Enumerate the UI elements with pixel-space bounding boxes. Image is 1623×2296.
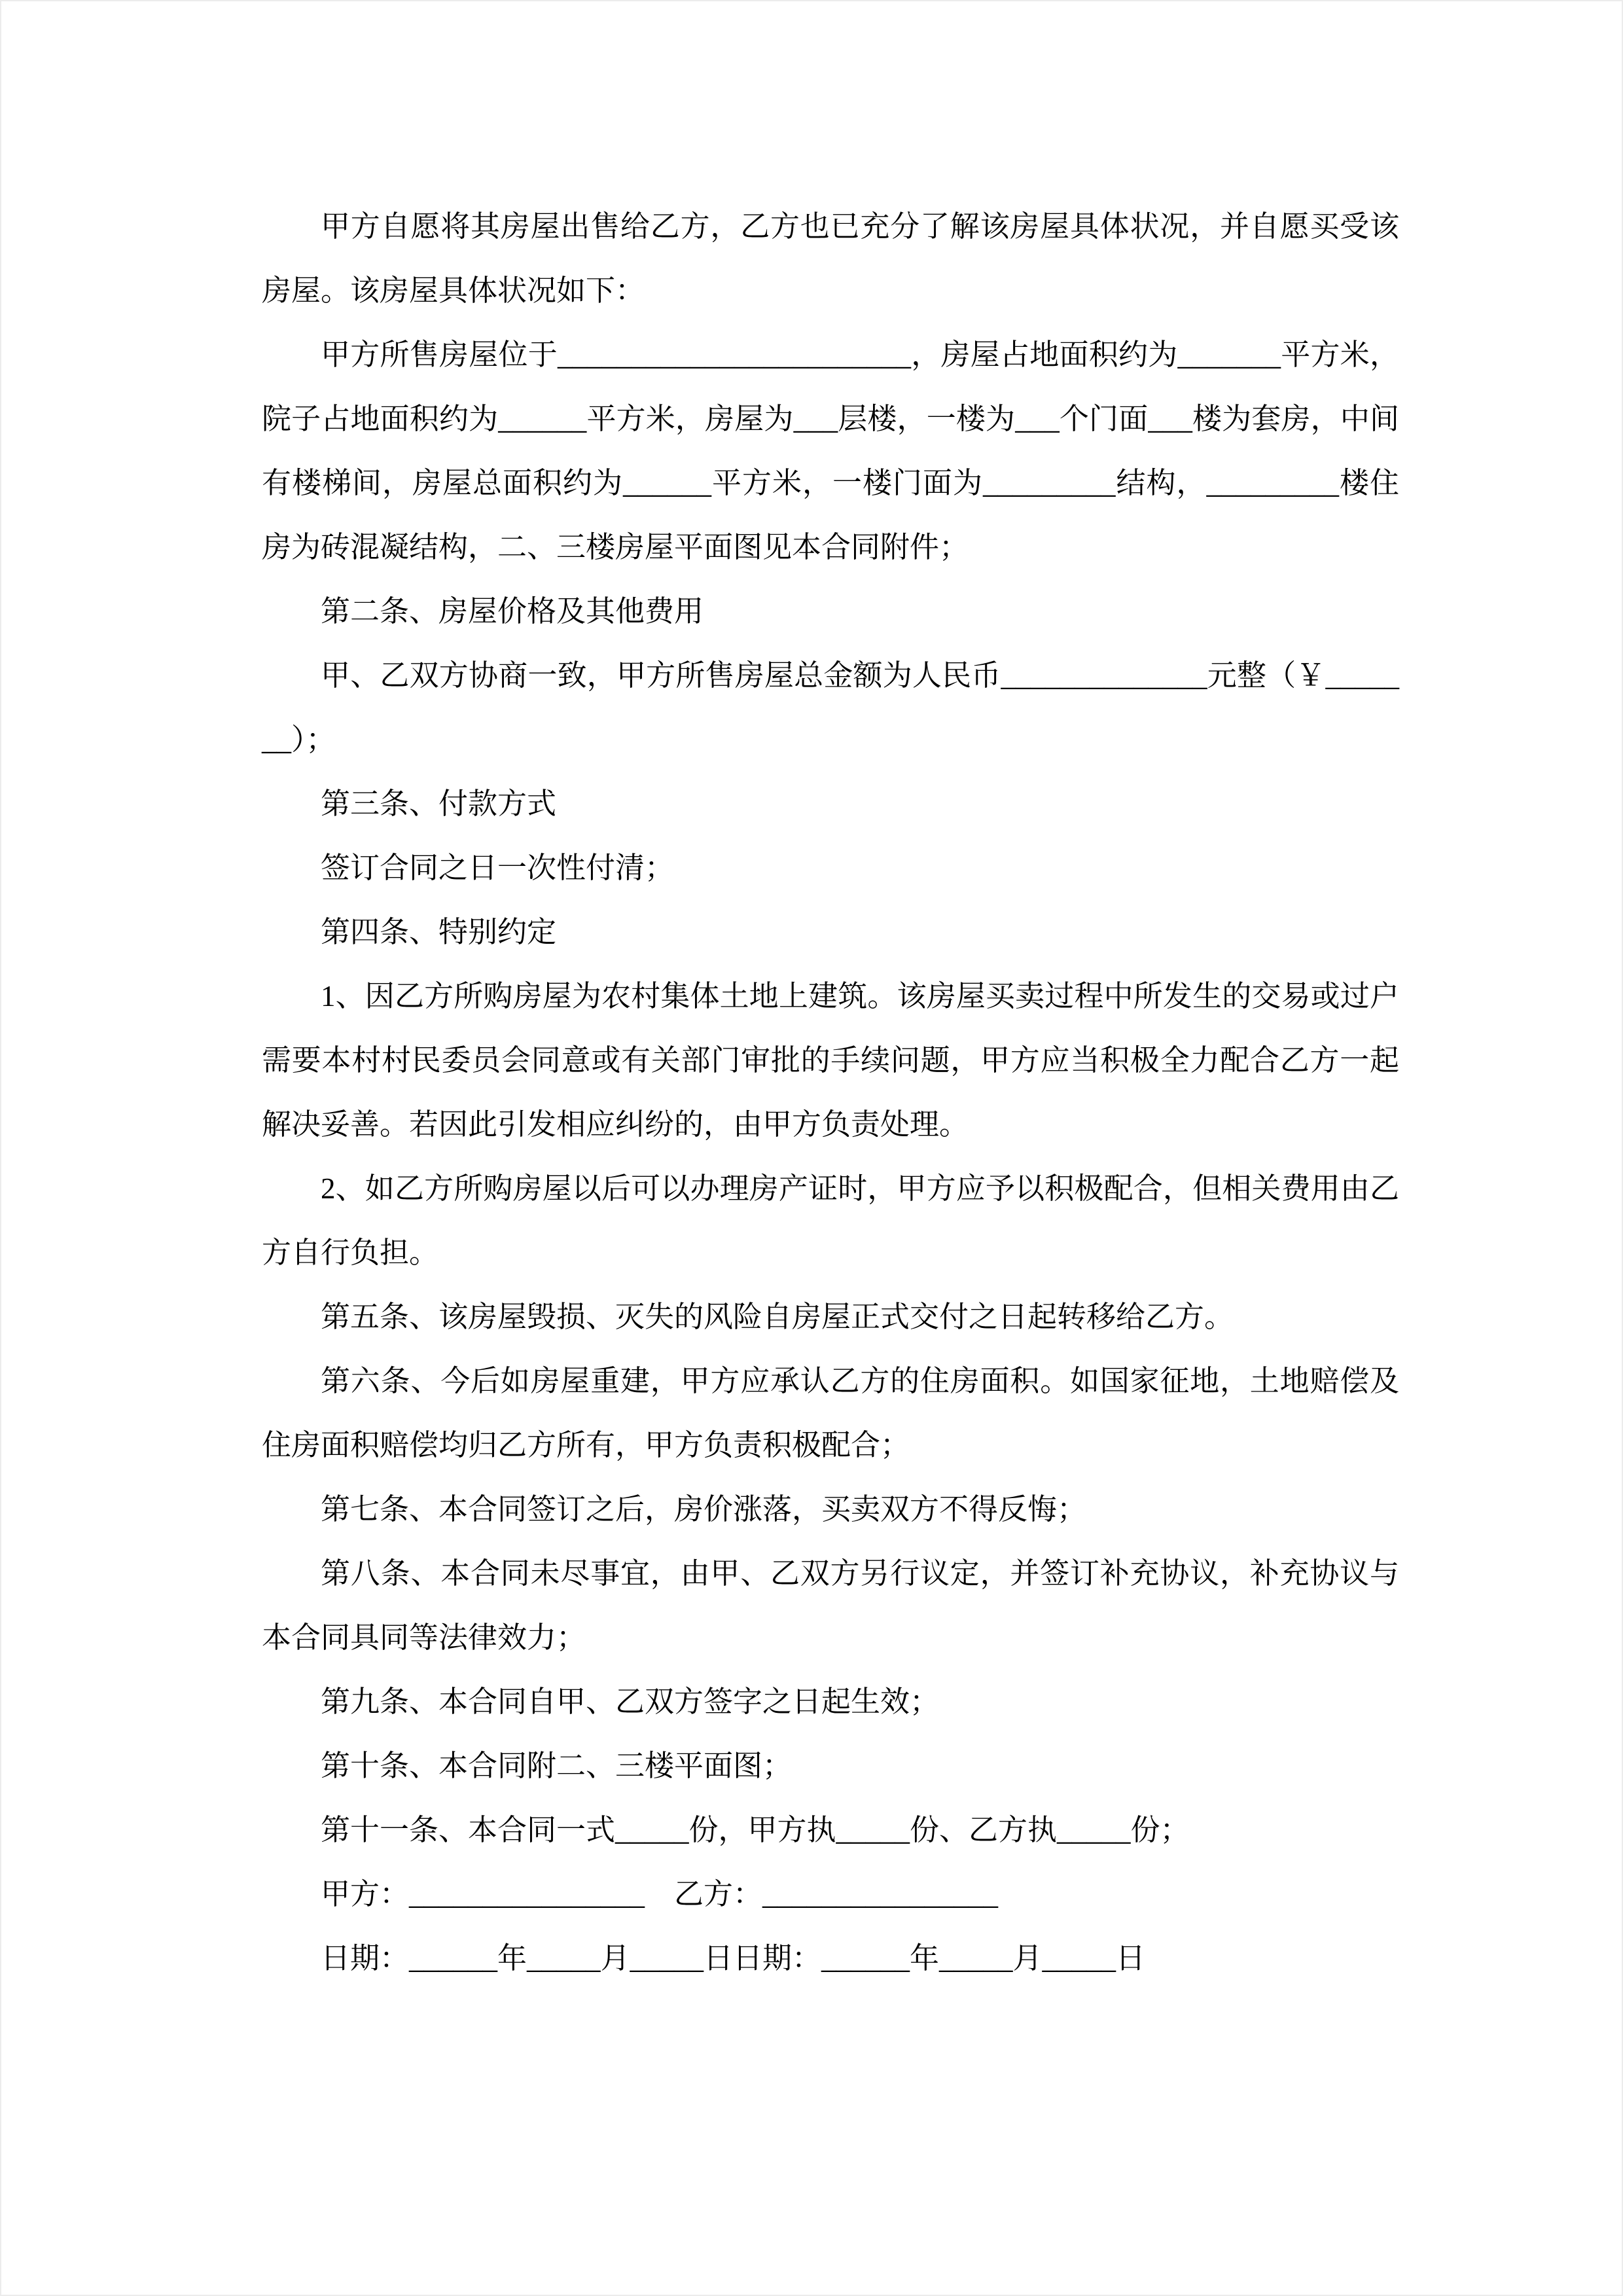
contract-paragraph-8: 1、因乙方所购房屋为农村集体土地上建筑。该房屋买卖过程中所发生的交易或过户需要本村村民委员会同意或有关部门审批的手续问题，甲方应当积极全力配合乙方一起解决妥善。若因此引发相应纠纷的，由甲方负责处理。 xyxy=(262,980,1399,1141)
contract-paragraph-13: 第八条、本合同未尽事宜，由甲、乙双方另行议定，并签订补充协议，补充协议与本合同具同等法律效力； xyxy=(262,1557,1399,1654)
contract-paragraph-4: 甲、乙双方协商一致，甲方所售房屋总金额为人民币______________元整（￥_______）； xyxy=(262,659,1399,756)
contract-paragraph-14: 第九条、本合同自甲、乙双方签字之日起生效； xyxy=(321,1685,940,1718)
contract-paragraph-2: 甲方所售房屋位于________________________，房屋占地面积约为_______平方米，院子占地面积约为______平方米，房屋为___层楼，一楼为___个门面___楼为套房，中间有楼梯间，房屋总面积约为______平方米，一楼门面为_________结构，_________楼住房为砖混凝结构，二、三楼房屋平面图见本合同附件； xyxy=(262,338,1399,564)
contract-paragraph-7: 第四条、特别约定 xyxy=(321,916,557,948)
contract-body xyxy=(262,194,1399,1990)
contract-paragraph-5: 第三条、付款方式 xyxy=(321,787,557,820)
contract-paragraph-18: 日期：______年_____月_____日日期：______年_____月_____日 xyxy=(321,1942,1146,1975)
contract-paragraph-15: 第十条、本合同附二、三楼平面图； xyxy=(321,1749,793,1782)
contract-paragraph-9: 2、如乙方所购房屋以后可以办理房产证时，甲方应予以积极配合，但相关费用由乙方自行负担。 xyxy=(262,1172,1399,1269)
contract-paragraph-17: 甲方：________________ 乙方：________________ xyxy=(321,1878,999,1910)
contract-paragraph-1: 甲方自愿将其房屋出售给乙方，乙方也已充分了解该房屋具体状况，并自愿买受该房屋。该房屋具体状况如下： xyxy=(262,210,1399,307)
contract-paragraph-3: 第二条、房屋价格及其他费用 xyxy=(321,595,704,628)
contract-paragraph-10: 第五条、该房屋毁损、灭失的风险自房屋正式交付之日起转移给乙方。 xyxy=(321,1300,1234,1333)
contract-paragraph-6: 签订合同之日一次性付清； xyxy=(321,852,675,884)
contract-paragraph-11: 第六条、今后如房屋重建，甲方应承认乙方的住房面积。如国家征地，土地赔偿及住房面积赔偿均归乙方所有，甲方负责积极配合； xyxy=(262,1365,1399,1462)
contract-paragraph-16: 第十一条、本合同一式_____份，甲方执_____份、乙方执_____份； xyxy=(321,1814,1190,1846)
contract-paragraph-12: 第七条、本合同签订之后，房价涨落，买卖双方不得反悔； xyxy=(321,1493,1087,1526)
